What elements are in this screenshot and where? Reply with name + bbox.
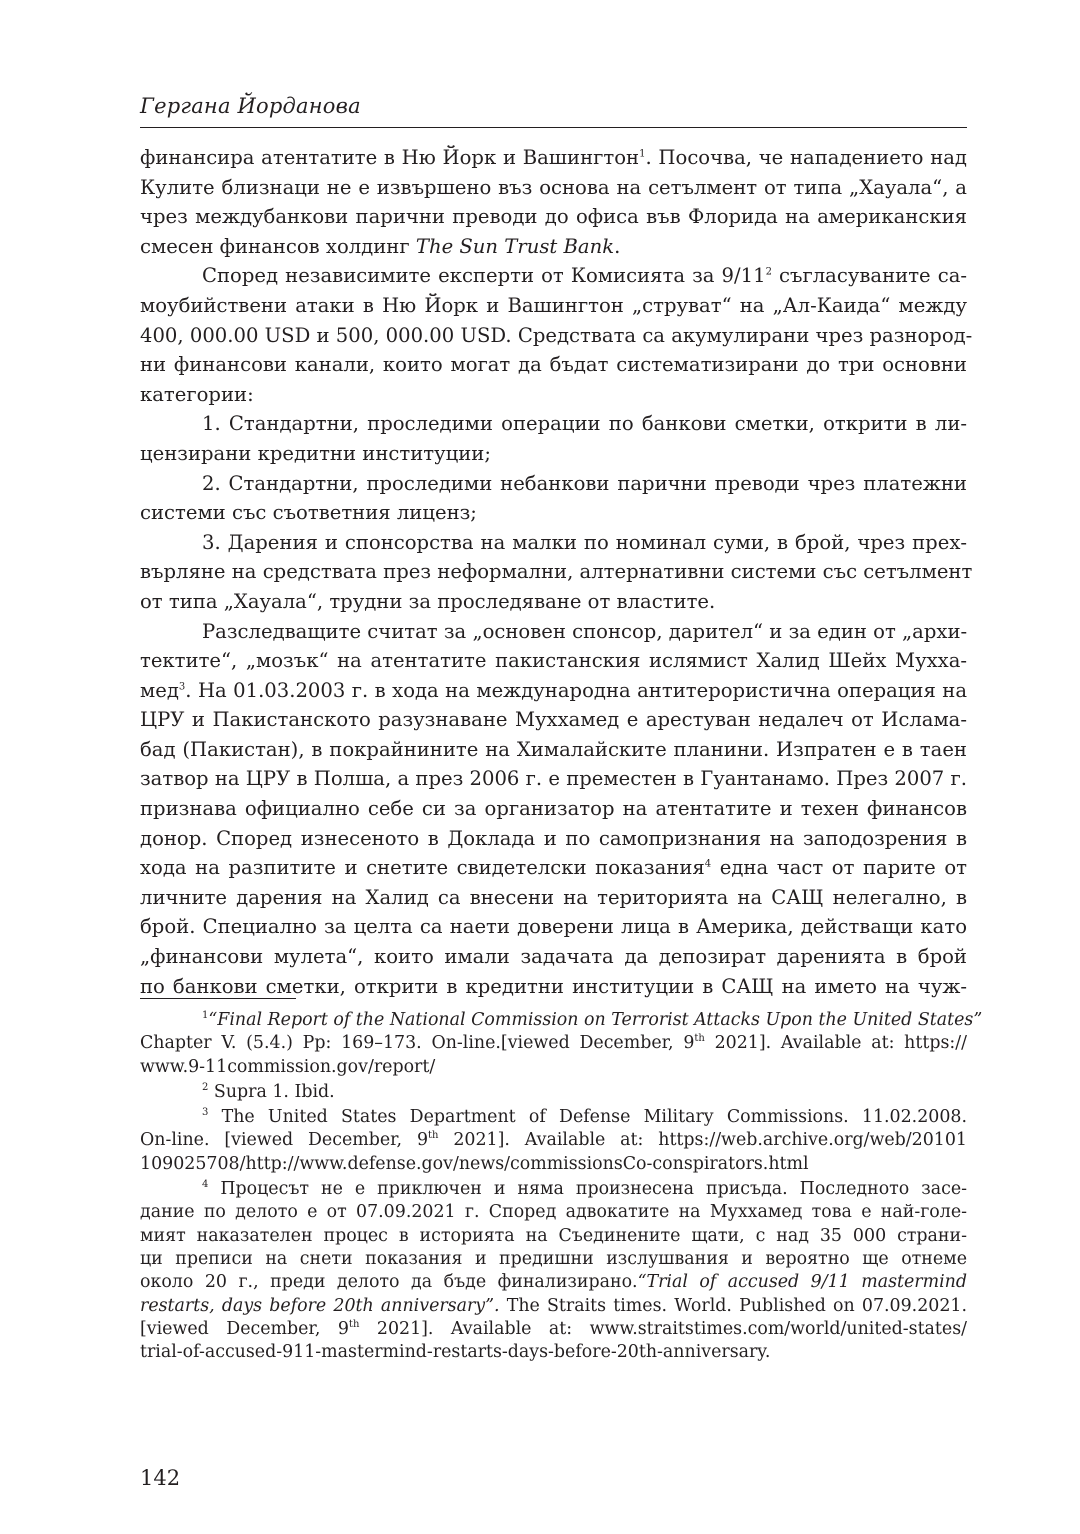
text-run: 2021]. Available at: https:// — [704, 1033, 967, 1054]
body-line — [140, 883, 967, 913]
footnote-line — [140, 1225, 967, 1248]
italic-text-run: “Trial of accused 9/11 mastermind — [637, 1272, 967, 1293]
footnote-marker: 1 — [202, 1010, 209, 1022]
body-line — [140, 853, 967, 883]
text-run: On-line. [viewed December, 9 — [140, 1130, 429, 1151]
text-run: хода на разпитите и снетите свидетелски показания — [140, 856, 705, 880]
footnote-marker: th — [428, 1130, 439, 1142]
footnote-line — [140, 1056, 967, 1079]
text-run: брой. Специално за целта са наети доверени лица в Америка, действащи като — [140, 915, 967, 939]
text-run: The United States Department of Defense Military Commissions. 11.02.2008. — [208, 1107, 967, 1128]
body-line — [140, 498, 967, 528]
body-line — [140, 202, 967, 232]
text-run: една част от парите от — [711, 856, 968, 880]
page-number: 142 — [140, 1466, 181, 1490]
body-line — [140, 439, 967, 469]
footnote-line — [140, 1295, 967, 1318]
body-line — [140, 143, 967, 173]
italic-text-run: restarts, days before 20th anniversary”. — [140, 1295, 500, 1316]
text-run: ЦРУ и Пакистанското разузнаване Мухxамед е арестуван недалеч от Ислама- — [140, 708, 967, 732]
body-line — [140, 676, 967, 706]
italic-text-run: “Final Report of the National Commission on Terrorist Attacks Upon the United States” — [208, 1010, 983, 1030]
text-run: признава официално себе си за организатор на атентатите и техен финансов — [140, 797, 967, 821]
text-run: системи със съответния лиценз; — [140, 501, 477, 525]
body-line — [140, 173, 967, 203]
text-run: върляне на средствата през неформални, алтернативни системи със сетълмент — [140, 560, 973, 584]
text-run: 3. Дарения и спонсорства на малки по номинал суми, в брой, чрез прех- — [202, 530, 967, 554]
footnote-marker: 2 — [765, 266, 772, 278]
text-run: съгласуваните са- — [771, 264, 967, 288]
footnote-line — [140, 1178, 967, 1201]
text-run: личните дарения на Халид са внесени на територията на САЩ нелегално, в — [140, 885, 967, 909]
body-line — [140, 735, 967, 765]
text-run: финансира атентатите в Ню Йорк и Вашингтон — [140, 146, 640, 169]
footnote-marker: 4 — [704, 858, 712, 870]
body-line — [140, 942, 967, 972]
body-line — [140, 321, 973, 351]
footnote-line — [140, 1106, 967, 1129]
text-run: донор. Според изнесеното в Доклада и по самопризнания на заподозрения в — [140, 826, 967, 850]
footnote-line — [140, 1081, 967, 1104]
footnote-marker: 3 — [202, 1107, 209, 1119]
text-run: trial-of-accused-911-mastermind-restarts-days-before-20th-anniversary. — [140, 1342, 771, 1363]
text-run: www.9-11commission.gov/report/ — [140, 1056, 436, 1077]
text-run: по банкови сметки, открити в кредитни институции в САЩ на името на чуж- — [140, 974, 967, 998]
body-line — [140, 557, 973, 587]
text-run: бад (Пакистан), в покрайнините на Хималайските планини. Изпратен е в таен — [140, 737, 967, 761]
running-head-author: Гергана Йорданова — [140, 94, 361, 118]
text-run: около 20 г., преди делото да бъде финализирано. — [140, 1272, 638, 1293]
text-run: 1. Стандартни, проследими операции по банкови сметки, открити в ли- — [202, 412, 967, 436]
footnote-marker: 3 — [178, 681, 186, 693]
body-line — [140, 261, 967, 291]
text-run: Процесът не е приключен и няма произнесена присъда. Последното засе- — [208, 1179, 967, 1200]
body-line — [140, 824, 967, 854]
footnote-line — [140, 1248, 967, 1271]
body-line — [140, 409, 967, 439]
body-line — [140, 972, 967, 1002]
body-line — [140, 469, 967, 499]
text-run: ци преписи на снети показания и предишни изслушвания и вероятно ще отнеме — [140, 1248, 967, 1269]
body-line — [140, 380, 967, 410]
text-run: мият наказателен процес в историята на Съединените щати, с над 35 000 страни- — [140, 1225, 967, 1246]
text-run: тектите“, „мозък“ на атентатите пакистанския ислямист Халид Шейх Мухха- — [140, 649, 967, 673]
text-run: The Straits times. World. Published on 07.09.2021. — [499, 1295, 967, 1316]
text-run: мед — [140, 678, 179, 702]
footnote-marker: th — [348, 1319, 360, 1331]
text-run: чрез междубанкови парични преводи до офиса във Флорида на американския — [140, 205, 967, 229]
body-line — [140, 705, 967, 735]
body-line — [140, 528, 967, 558]
text-run: . На 01.03.2003 г. в хода на международна антитерористична операция на — [185, 678, 967, 702]
body-line — [140, 912, 967, 942]
text-run: 400, 000.00 USD и 500, 000.00 USD. Средствата са акумулирани чрез разнород- — [140, 323, 973, 347]
text-run: 2021]. Available at: www.straitstimes.com/world/united-states/ — [359, 1318, 967, 1339]
footnote-marker: 2 — [202, 1082, 209, 1094]
text-run: категории: — [140, 382, 254, 406]
italic-text-run: The Sun Trust Bank — [415, 234, 615, 258]
text-run: „финансови мулета“, които имали задачата да депозират даренията в брой — [140, 945, 967, 969]
body-line — [140, 794, 967, 824]
footnote-rule — [140, 998, 296, 999]
text-run: Кулите близнаци не е извършено въз основа на сетълмент от типа „Хауала“, а — [140, 175, 967, 199]
footnote-marker: 1 — [639, 148, 646, 160]
text-run: цензирани кредитни институции; — [140, 441, 491, 465]
text-run: ни финансови канали, които могат да бъдат систематизирани до три основни — [140, 353, 967, 377]
footnote-marker: th — [694, 1033, 705, 1045]
text-run: смесен финансов холдинг — [140, 234, 416, 258]
text-run: Според независимите експерти от Комисията за 9/11 — [202, 264, 766, 288]
footnote-line — [140, 1009, 983, 1032]
text-run: от типа „Хауала“, трудни за проследяване от властите. — [140, 589, 716, 613]
footnote-marker: 4 — [202, 1179, 209, 1191]
footnote-line — [140, 1201, 967, 1224]
text-run: моубийствени атаки в Ню Йорк и Вашингтон „струват“ на „Ал-Каида“ между — [140, 293, 967, 317]
text-run: 109025708/http://www.defense.gov/news/commissionsCo-conspirators.html — [140, 1153, 809, 1174]
footnote-line — [140, 1318, 967, 1341]
text-run: 2. Стандартни, проследими небанкови парични преводи чрез платежни — [202, 471, 967, 495]
text-run: Chapter V. (5.4.) Pp: 169–173. On-line.[viewed December, 9 — [140, 1033, 695, 1054]
footnote-line — [140, 1341, 967, 1364]
text-run: затвор на ЦРУ в Полша, а през 2006 г. е преместен в Гуантанамо. През 2007 г. — [140, 767, 967, 791]
text-run: дание по делото е от 07.09.2021 г. Според адвокатите на Мухxамед това е най-голе- — [140, 1202, 967, 1223]
body-line — [140, 587, 967, 617]
body-line — [140, 764, 967, 794]
header-rule — [140, 127, 967, 128]
text-run: Supra 1. Ibid. — [208, 1081, 335, 1102]
body-text — [140, 143, 973, 1001]
body-line — [140, 617, 967, 647]
text-run: . — [614, 234, 621, 258]
footnote-line — [140, 1032, 967, 1055]
footnote-line — [140, 1153, 967, 1176]
body-line — [140, 646, 967, 676]
text-run: Разследващите считат за „основен спонсор, дарител“ и за един от „архи- — [202, 619, 968, 643]
text-run: [viewed December, 9 — [140, 1318, 349, 1339]
body-line — [140, 291, 967, 321]
footnote-line — [140, 1271, 967, 1294]
text-run: 2021]. Available at: https://web.archive.org/web/20101 — [438, 1130, 967, 1151]
footnotes — [140, 1009, 983, 1364]
body-line — [140, 232, 967, 262]
text-run: . Посочва, че нападението над — [645, 146, 967, 169]
body-line — [140, 350, 967, 380]
footnote-line — [140, 1129, 967, 1152]
